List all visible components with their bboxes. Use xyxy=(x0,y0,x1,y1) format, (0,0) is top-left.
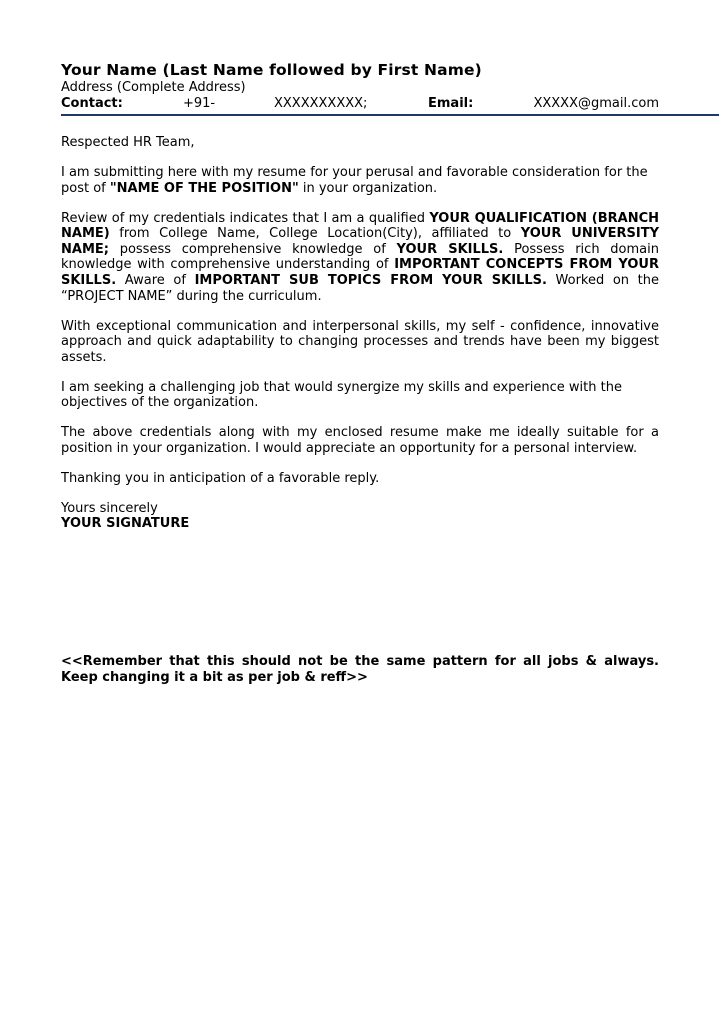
paragraph-thanks: Thanking you in anticipation of a favorable reply. xyxy=(61,470,380,486)
credentials-text: Possess rich domain knowledge with comprehensive understanding of xyxy=(61,241,659,273)
email-value: XXXXX@gmail.com xyxy=(533,96,659,111)
contact-label: Contact: xyxy=(61,96,123,111)
closing: Yours sincerely xyxy=(61,500,158,516)
header-divider xyxy=(61,114,719,116)
paragraph-credentials xyxy=(61,211,659,305)
skills-placeholder: YOUR SKILLS. xyxy=(396,241,504,257)
credentials-text: Review of my credentials indicates that I am a qualified xyxy=(61,210,430,226)
paragraph-seeking: I am seeking a challenging job that would synergize my skills and experience with the objectives of the organization. xyxy=(61,379,622,411)
credentials-text: from College Name, College Location(City), affiliated to xyxy=(109,226,521,242)
contact-country-code: +91- xyxy=(183,96,216,111)
email-label: Email: xyxy=(428,96,474,111)
contact-row xyxy=(61,96,659,112)
applicant-name: Your Name (Last Name followed by First Name) xyxy=(61,61,482,79)
contact-number: XXXXXXXXXX; xyxy=(274,96,368,111)
salutation: Respected HR Team, xyxy=(61,135,195,150)
credentials-text: Aware of xyxy=(116,272,195,288)
signature: YOUR SIGNATURE xyxy=(61,516,190,532)
paragraph-intro xyxy=(61,165,659,196)
credentials-text: possess comprehensive knowledge of xyxy=(108,241,397,257)
applicant-address: Address (Complete Address) xyxy=(61,80,246,95)
concepts-placeholder: IMPORTANT CONCEPTS FROM YOUR SKILLS. xyxy=(61,257,659,288)
position-name: "NAME OF THE POSITION" xyxy=(109,180,299,196)
qualification-placeholder: YOUR QUALIFICATION (BRANCH NAME) xyxy=(61,210,659,242)
paragraph-suitability: The above credentials along with my enclosed resume make me ideally suitable for a position in your organization. I would appreciate an opportunity for a personal interview. xyxy=(61,425,659,456)
subtopics-placeholder: IMPORTANT SUB TOPICS FROM YOUR SKILLS. xyxy=(194,272,547,288)
credentials-text: Worked on the “PROJECT NAME” during the curriculum. xyxy=(61,272,659,304)
paragraph-skills: With exceptional communication and interpersonal skills, my self - confidence, innovative approach and quick adaptability to changing processes and trends have been my biggest assets. xyxy=(61,318,659,365)
letter-body xyxy=(61,135,659,532)
paragraph-intro-text: I am submitting here with my resume for your perusal and favorable consideration for the post of xyxy=(61,164,648,196)
university-placeholder: YOUR UNIVERSITY NAME; xyxy=(61,226,659,257)
reminder-note: <<Remember that this should not be the same pattern for all jobs & always. Keep changing it a bit as per job & reff>> xyxy=(61,654,659,685)
paragraph-intro-text-end: in your organization. xyxy=(298,180,438,196)
